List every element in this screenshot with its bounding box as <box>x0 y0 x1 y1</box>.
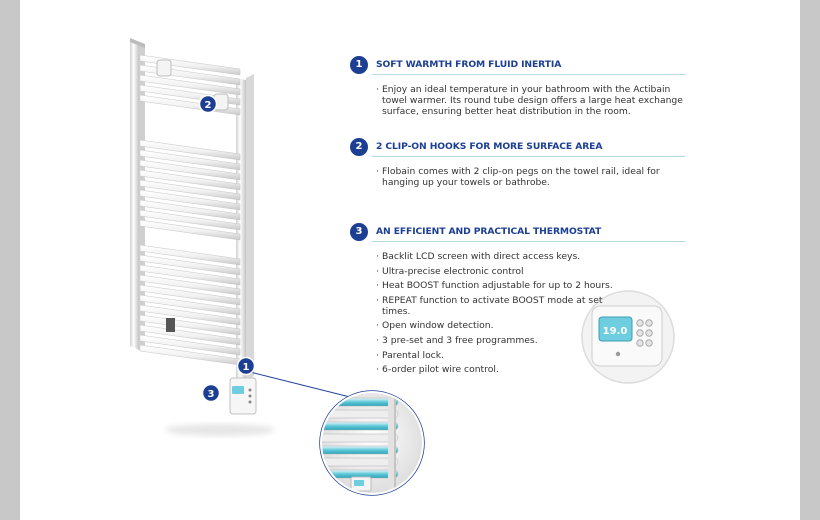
svg-text:1: 1 <box>242 362 250 373</box>
lcd-readout: 19.0 <box>602 326 628 337</box>
section-title: AN EFFICIENT AND PRACTICAL THERMOSTAT <box>376 226 602 237</box>
svg-text:2: 2 <box>204 100 212 111</box>
section-number-badge: 3 <box>350 223 368 241</box>
list-item: · Backlit LCD screen with direct access keys. <box>376 251 616 262</box>
zoom-tube <box>318 422 398 430</box>
feature-section-3 <box>350 223 685 379</box>
zoom-tube <box>318 434 398 442</box>
section-number-badge: 1 <box>350 56 368 74</box>
section-divider <box>372 241 685 242</box>
section-title: 2 CLIP-ON HOOKS FOR MORE SURFACE AREA <box>376 141 603 152</box>
section-title: SOFT WARMTH FROM FLUID INERTIA <box>376 59 562 70</box>
section-header <box>350 56 685 78</box>
list-item: · 6-order pilot wire control. <box>376 364 616 375</box>
section-header <box>350 223 685 245</box>
section-text: · Enjoy an ideal temperature in your bathroom with the Actibain towel warmer. Its round tube design offers a large heat exchange surface, ensuring better heat distribution in the room. <box>376 84 685 117</box>
section-body <box>376 166 685 188</box>
list-item: · Ultra-precise electronic control <box>376 266 616 277</box>
section-body <box>376 251 616 375</box>
zoom-tube <box>318 398 398 406</box>
infographic-canvas <box>20 0 800 520</box>
feature-section-1 <box>350 56 685 117</box>
svg-text:3: 3 <box>207 389 215 400</box>
callout-1 <box>238 358 255 375</box>
callout-3 <box>203 385 220 402</box>
section-divider <box>372 74 685 75</box>
list-item: · Open window detection. <box>376 320 616 331</box>
callout-2 <box>200 96 217 113</box>
list-item: · 3 pre-set and 3 free programmes. <box>376 335 616 346</box>
feature-section-2 <box>350 138 685 188</box>
feature-list <box>376 251 616 375</box>
section-divider <box>372 156 685 157</box>
list-item: · Heat BOOST function adjustable for up to 2 hours. <box>376 280 616 291</box>
section-header <box>350 138 685 160</box>
section-number-badge: 2 <box>350 138 368 156</box>
list-item: · REPEAT function to activate BOOST mode at set times. <box>376 295 616 317</box>
zoom-detail <box>318 390 424 496</box>
list-item: · Parental lock. <box>376 350 616 361</box>
section-body <box>376 84 685 117</box>
zoom-tube <box>318 458 398 466</box>
section-text: · Flobain comes with 2 clip-on pegs on the towel rail, ideal for hanging up your towels or bathrobe. <box>376 166 685 188</box>
thermostat-unit <box>230 378 256 414</box>
zoom-tube <box>318 446 398 454</box>
